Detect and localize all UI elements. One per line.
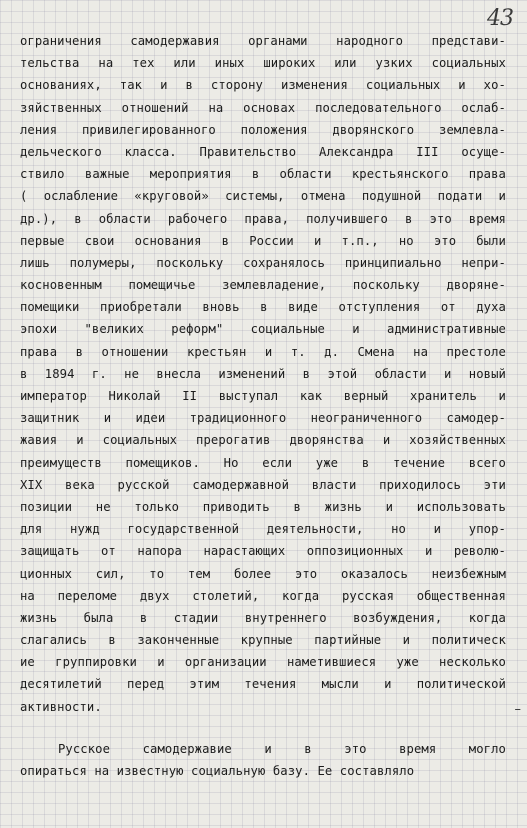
text-line: на переломе двух столетий, когда русская общественная xyxy=(20,588,506,603)
text-line: преимуществ помещиков. Но если уже в течение всего xyxy=(20,455,506,470)
text-line: в 1894 г. не внесла изменений в этой области и новый xyxy=(20,366,506,381)
text-line: жизнь была в стадии внутреннего возбуждения, когда xyxy=(20,610,506,625)
text-line: ( ослабление «круговой» системы, отмена подушной подати и xyxy=(20,189,506,204)
text-line: ствило важные мероприятия в области крестьянского права xyxy=(20,167,506,182)
text-line: первые свои основания в России и т.п., но это были xyxy=(20,233,506,248)
text-line: XIX века русской самодержавной власти приходилось эти xyxy=(20,477,506,492)
text-line: Русское самодержавие и в это время могло xyxy=(58,741,506,756)
text-line: косновенным помещичье землевладение, поскольку дворяне- xyxy=(20,278,506,293)
text-line: ие группировки и организации наметившиеся уже несколько xyxy=(20,655,506,670)
text-line: опираться на известную социальную базу. Ее составляло xyxy=(20,764,415,778)
text-line: защитник и идеи традиционного неограниченного самодер- xyxy=(20,411,506,426)
text-line: эпохи "великих реформ" социальные и административные xyxy=(20,322,506,337)
text-line: зяйственных отношений на основах последовательного ослаб- xyxy=(20,100,506,115)
page-number: 43 xyxy=(487,6,513,31)
margin-dash-mark: – xyxy=(514,702,521,717)
text-line: император Николай II выступал как верный хранитель и xyxy=(20,389,506,403)
text-line: активности. xyxy=(20,699,102,714)
text-line: слагались в законченные крупные партийные и политическ xyxy=(20,633,506,648)
text-line: для нужд государственной деятельности, но и упор- xyxy=(20,522,506,537)
text-line: тельства на тех или иных широких или узких социальных xyxy=(20,56,506,71)
text-line: ления привилегированного положения дворянского землевла- xyxy=(20,122,506,137)
text-line: лишь полумеры, поскольку сохранялось принципиально непри- xyxy=(20,255,506,270)
text-line: десятилетий перед этим течения мысли и политической xyxy=(20,677,506,692)
body-text xyxy=(20,30,506,782)
text-line: жавия и социальных прерогатив дворянства и хозяйственных xyxy=(20,433,506,448)
text-line: помещики приобретали вновь в виде отступления от духа xyxy=(20,300,506,315)
text-line: дельческого класса. Правительство Александра III осуще- xyxy=(20,144,506,159)
text-line: ограничения самодержавия органами народного представи- xyxy=(20,34,506,48)
paragraph-gap xyxy=(20,718,506,738)
text-line: др.), в области рабочего права, получившего в это время xyxy=(20,211,506,226)
text-line: позиции не только приводить в жизнь и использовать xyxy=(20,499,506,514)
text-line: основаниях, так и в сторону изменения социальных и хо- xyxy=(20,78,506,93)
text-line: права в отношении крестьян и т. д. Смена на престоле xyxy=(20,344,506,359)
text-line: защищать от напора нарастающих оппозиционных и револю- xyxy=(20,544,506,559)
text-line: ционных сил, то тем более это оказалось неизбежным xyxy=(20,566,506,581)
